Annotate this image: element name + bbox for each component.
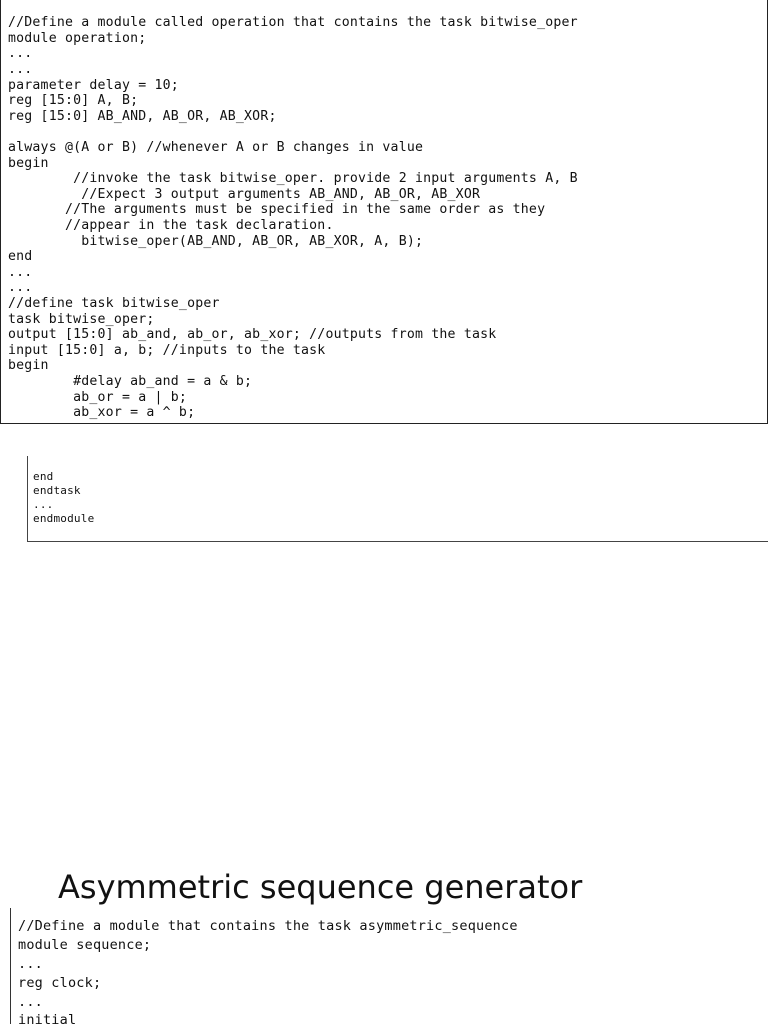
code-line: endtask <box>33 484 81 497</box>
code-line: begin <box>8 156 49 171</box>
code-line: ... <box>8 280 33 295</box>
code-line: end <box>8 249 33 264</box>
code-line: ... <box>8 46 33 61</box>
code-line: //Define a module that contains the task asymmetric_sequence <box>18 918 518 934</box>
code-line: input [15:0] a, b; //inputs to the task <box>8 343 326 358</box>
code-line: ... <box>18 994 43 1010</box>
code-block-endtask <box>27 456 768 542</box>
code-block-sequence <box>10 908 768 1028</box>
code-line: //Define a module called operation that contains the task bitwise_oper <box>8 15 578 30</box>
code-line: //invoke the task bitwise_oper. provide 2 input arguments A, B <box>8 171 578 186</box>
code-line: always @(A or B) //whenever A or B changes in value <box>8 140 424 155</box>
section-title: Asymmetric sequence generator <box>58 868 583 906</box>
code-line: #delay ab_and = a & b; <box>8 374 253 389</box>
code-line: initial <box>18 1012 77 1028</box>
code-line: output [15:0] ab_and, ab_or, ab_xor; //outputs from the task <box>8 327 497 342</box>
code-line: ab_or = a | b; <box>8 390 188 405</box>
code-line: parameter delay = 10; <box>8 78 179 93</box>
code-line: ... <box>33 498 54 511</box>
code-line: ... <box>8 62 33 77</box>
code-line: reg [15:0] A, B; <box>8 93 139 108</box>
code-line: reg clock; <box>18 975 102 991</box>
code-line: begin <box>8 358 49 373</box>
code-line: end <box>33 470 54 483</box>
code-line: ... <box>8 265 33 280</box>
code-block-bitwise-oper <box>0 0 768 424</box>
code-line: ... <box>18 956 43 972</box>
code-line: bitwise_oper(AB_AND, AB_OR, AB_XOR, A, B); <box>8 234 424 249</box>
code-line: module operation; <box>8 31 147 46</box>
code-line: //The arguments must be specified in the same order as they <box>8 202 546 217</box>
code-line: task bitwise_oper; <box>8 312 155 327</box>
code-line: module sequence; <box>18 937 152 953</box>
code-line: reg [15:0] AB_AND, AB_OR, AB_XOR; <box>8 109 277 124</box>
code-line: //define task bitwise_oper <box>8 296 220 311</box>
code-line: //appear in the task declaration. <box>8 218 334 233</box>
code-line: ab_xor = a ^ b; <box>8 405 196 420</box>
code-line: endmodule <box>33 512 95 525</box>
code-line: //Expect 3 output arguments AB_AND, AB_OR, AB_XOR <box>8 187 481 202</box>
